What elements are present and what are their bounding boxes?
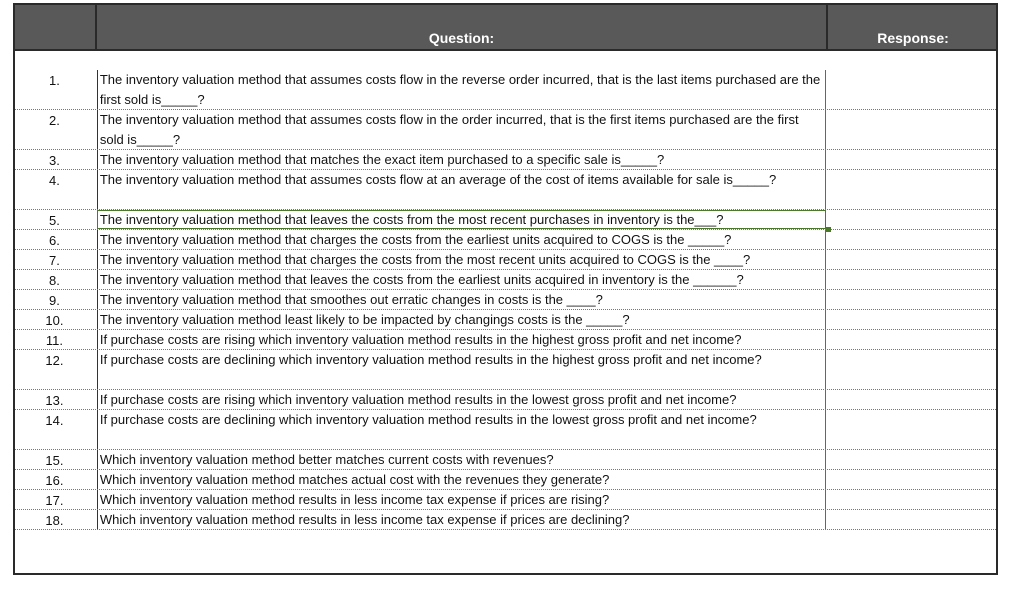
header-question-col: Question: (97, 5, 828, 49)
question-number: 18. (45, 513, 64, 528)
question-number: 16. (45, 473, 64, 488)
table-header (15, 5, 996, 51)
table-row (15, 230, 996, 250)
question-number: 17. (45, 493, 64, 508)
question-text-cell[interactable]: The inventory valuation method that leaves the costs from the most recent purchases in inventory is the___? (97, 210, 827, 229)
table-row (15, 250, 996, 270)
question-number: 12. (45, 353, 64, 368)
response-cell[interactable] (826, 150, 996, 169)
question-number: 11. (45, 333, 63, 348)
question-text-cell[interactable]: The inventory valuation method that charges the costs from the most recent units acquired to COGS is the ____? (97, 250, 827, 269)
response-cell[interactable] (826, 310, 996, 329)
table-row (15, 290, 996, 310)
response-cell[interactable] (826, 330, 996, 349)
response-cell[interactable] (826, 70, 996, 109)
table-row (15, 70, 996, 110)
table-row (15, 410, 996, 450)
question-text-cell[interactable]: If purchase costs are rising which inventory valuation method results in the highest gross profit and net income? (97, 330, 827, 349)
question-number: 2. (49, 113, 60, 128)
question-number: 15. (45, 453, 64, 468)
table-row (15, 170, 996, 210)
question-text-cell[interactable]: Which inventory valuation method matches actual cost with the revenues they generate? (97, 470, 827, 489)
table-row (15, 350, 996, 390)
response-cell[interactable] (826, 410, 996, 449)
response-cell[interactable] (826, 450, 996, 469)
question-text-cell[interactable]: The inventory valuation method that assumes costs flow in the order incurred, that is the first items purchased are the first sold is_____? (97, 110, 827, 149)
question-number: 10. (45, 313, 64, 328)
question-number: 13. (45, 393, 64, 408)
response-cell[interactable] (826, 210, 996, 229)
question-sheet (13, 3, 998, 575)
table-row (15, 270, 996, 290)
question-text-cell[interactable]: Which inventory valuation method better matches current costs with revenues? (97, 450, 827, 469)
table-row (15, 210, 996, 230)
table-row (15, 150, 996, 170)
response-cell[interactable] (826, 250, 996, 269)
table-row (15, 450, 996, 470)
question-number: 5. (49, 213, 60, 228)
header-number-col (15, 5, 97, 49)
question-text-cell[interactable]: The inventory valuation method that assumes costs flow at an average of the cost of items available for sale is_____? (97, 170, 827, 209)
table-row (15, 110, 996, 150)
question-text-cell[interactable]: The inventory valuation method that matches the exact item purchased to a specific sale is_____? (97, 150, 827, 169)
question-rows (15, 70, 996, 530)
question-number: 14. (45, 413, 64, 428)
table-row (15, 330, 996, 350)
question-text-cell[interactable]: The inventory valuation method that leaves the costs from the earliest units acquired in inventory is the ______? (97, 270, 827, 289)
table-row (15, 470, 996, 490)
table-row (15, 510, 996, 530)
response-cell[interactable] (826, 490, 996, 509)
response-cell[interactable] (826, 470, 996, 489)
header-response-col: Response: (877, 30, 949, 46)
question-text-cell[interactable]: The inventory valuation method that assumes costs flow in the reverse order incurred, that is the last items purchased are the first sold is_____? (97, 70, 827, 109)
question-text-cell[interactable]: If purchase costs are rising which inventory valuation method results in the lowest gross profit and net income? (97, 390, 827, 409)
table-row (15, 390, 996, 410)
table-row (15, 310, 996, 330)
question-number: 8. (49, 273, 60, 288)
question-number: 1. (49, 73, 60, 88)
question-number: 4. (49, 173, 60, 188)
question-number: 9. (49, 293, 60, 308)
question-text-cell[interactable]: Which inventory valuation method results in less income tax expense if prices are rising? (97, 490, 827, 509)
response-cell[interactable] (826, 230, 996, 249)
question-number: 3. (49, 153, 60, 168)
question-number: 6. (49, 233, 60, 248)
response-cell[interactable] (826, 350, 996, 389)
response-cell[interactable] (826, 290, 996, 309)
response-cell[interactable] (826, 390, 996, 409)
question-text-cell[interactable]: The inventory valuation method that charges the costs from the earliest units acquired to COGS is the _____? (97, 230, 827, 249)
question-text-cell[interactable]: If purchase costs are declining which inventory valuation method results in the highest gross profit and net income? (97, 350, 827, 389)
table-row (15, 490, 996, 510)
question-number: 7. (49, 253, 60, 268)
response-cell[interactable] (826, 510, 996, 529)
question-text-cell[interactable]: The inventory valuation method least likely to be impacted by changings costs is the _____? (97, 310, 827, 329)
response-cell[interactable] (826, 170, 996, 209)
response-cell[interactable] (826, 110, 996, 149)
question-text-cell[interactable]: Which inventory valuation method results in less income tax expense if prices are declining? (97, 510, 827, 529)
question-text-cell[interactable]: If purchase costs are declining which inventory valuation method results in the lowest gross profit and net income? (97, 410, 827, 449)
question-text-cell[interactable]: The inventory valuation method that smoothes out erratic changes in costs is the ____? (97, 290, 827, 309)
response-cell[interactable] (826, 270, 996, 289)
